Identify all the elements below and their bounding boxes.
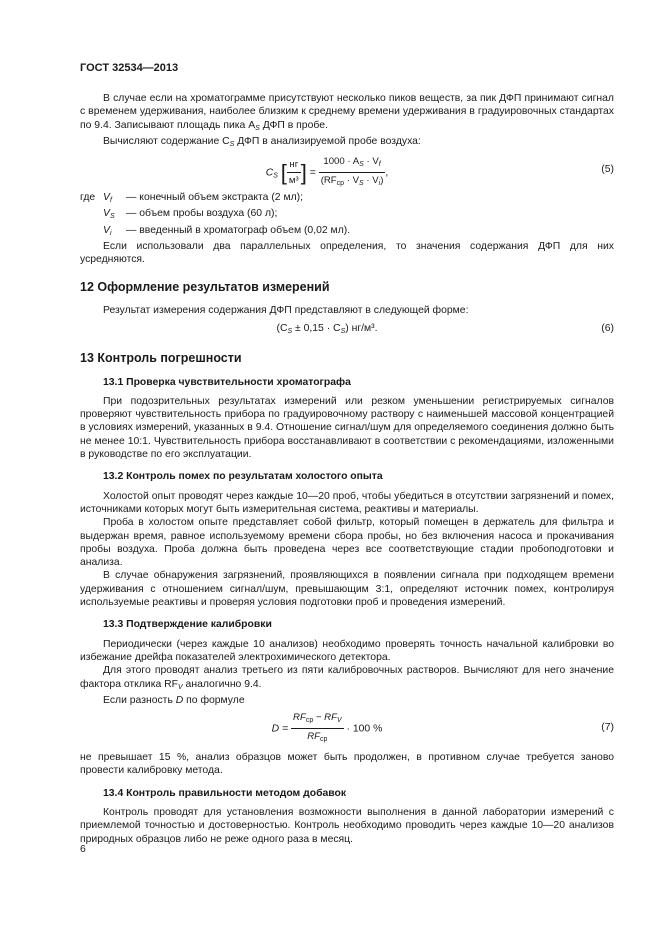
parallel-note: Если использовали два параллельных определения, то значения содержания ДФП для них усредняются. [80, 241, 614, 266]
section-13-1-title: 13.1 Проверка чувствительности хроматографа [103, 376, 351, 388]
section-12-paragraph: Результат измерения содержания ДФП представляют в следующей форме: [103, 304, 469, 316]
where-legend: где $V_f$ — конечный объем экстракта (2 мл); $V_S$ — объем пробы воздуха (60 л); $V_i$ — введенный в хроматограф объем (0,02 мл). [80, 192, 351, 237]
page-number: 6 [80, 844, 86, 855]
formula-5-number: (5) [601, 164, 614, 176]
section-13-3-paragraph-4: не превышает 15 %, анализ образцов может быть продолжен, в противном случае требуется заново провести калибровку метода. [80, 752, 614, 777]
formula-7: D = $\frac{RF_{ср} - RF_V}{RF_{ср}}$ · 100 % (7) [271, 712, 614, 744]
intro-paragraph-1: В случае если на хроматограмме присутствуют несколько пиков веществ, за пик ДФП принимают сигнал с временем удерживания, наиболее близким к среднему времени удерживания в градуировочных стандартах по 9.4. Записывают площадь пика $A_S$ ДФП в пробе. [80, 93, 614, 132]
section-13-2-title: 13.2 Контроль помех по результатам холостого опыта [103, 471, 383, 483]
document-header: ГОСТ 32534—2013 [80, 62, 179, 74]
section-13-1-paragraph: При подозрительных результатах измерений или резком уменьшении регистрируемых сигналов проверяют чувствительность прибора по градуировочному раствору с наименьшей массовой концентрацией в условиях измерений, указанных в 9.4. Отношение сигнал/шум для определяемого соединения должно быть не менее 10:1. Чувствительность прибора восстанавливают в соответствии с рекомендациями, изложенными в руководстве по его эксплуатации. [80, 395, 614, 461]
section-13-2-paragraph-1: Холостой опыт проводят через каждые 10—20 проб, чтобы убедиться в отсутствии загрязнений и помех, источниками которых могут быть измерительная система, реактивы и материалы. [80, 490, 614, 515]
section-13-title: 13 Контроль погрешности [80, 351, 242, 366]
intro-paragraph-2: Вычисляют содержание $C_S$ ДФП в анализируемой пробе воздуха: [103, 135, 421, 148]
section-13-4-paragraph: Контроль проводят для установления возможности выполнения в данной лаборатории измерений с приемлемой точностью и достоверностью. Контроль необходимо проводить через каждые 10—20 анализов природных образцов либо не реже одного раза в месяц. [80, 806, 614, 845]
section-13-2-paragraph-2: Проба в холостом опыте представляет собой фильтр, который помещен в держатель для фильтра и выдержан время, равное используемому времени сбора пробы, но без включения насоса и прокачивания пробы воздуха. Проба должна быть проведена через все соответствующие стадии пробоподготовки и анализа. [80, 517, 614, 569]
formula-7-number: (7) [601, 722, 614, 734]
section-13-3-paragraph-1: Периодически (через каждые 10 анализов) необходимо проверять точность начальной калибровки во избежание дрейфа показателей электрохимического детектора. [80, 638, 614, 663]
document-body [80, 92, 614, 846]
formula-6-number: (6) [601, 323, 614, 335]
formula-6: $(C_S \pm 0,15 \cdot C_S)$ нг/м³. (6) [276, 323, 614, 336]
section-13-3-title: 13.3 Подтверждение калибровки [103, 619, 272, 631]
section-13-4-title: 13.4 Контроль правильности методом добавок [103, 787, 347, 799]
formula-5: $C_S$ [ $\frac{нг}{\text{м³}}$ ] = $\frac{1000 \cdot A_S \cdot V_f}{(RF_{ср} \cdot V_S \cdot V_i)}$ , (5) [265, 156, 614, 188]
section-13-3-paragraph-3: Если разность D по формуле [103, 694, 245, 706]
section-13-2-paragraph-3: В случае обнаружения загрязнений, проявляющихся в появлении сигнала при подходящем времени удерживания с отношением сигнал/шум, превышающим 3:1, определяют источник помех, контролируя используемые реактивы и проверяя условия подготовки проб и проведения измерений. [80, 570, 614, 609]
section-12-title: 12 Оформление результатов измерений [80, 279, 330, 294]
section-13-3-paragraph-2: Для этого проводят анализ третьего из пяти калибровочных растворов. Вычисляют для него значение фактора отклика $RF_V$ аналогично 9.4. [80, 665, 614, 691]
